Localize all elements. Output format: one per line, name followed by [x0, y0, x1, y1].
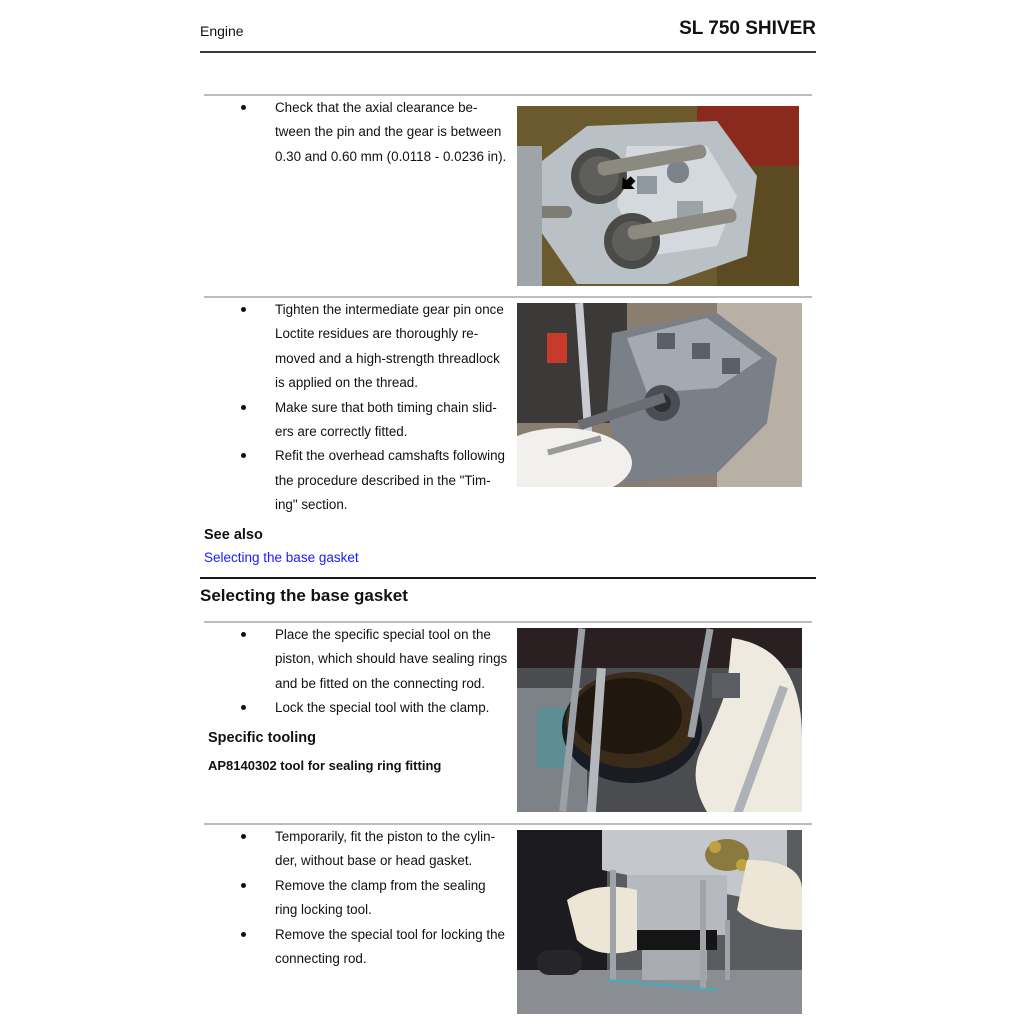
bullet-icon — [241, 453, 246, 458]
bullet-icon — [241, 405, 246, 410]
bullet-icon — [241, 705, 246, 710]
header-section-label: Engine — [200, 23, 244, 39]
list-item: Place the specific special tool on the piston, which should have sealing rings and be fitted on the connecting rod. — [240, 623, 512, 696]
list-item: Make sure that both timing chain slid- ers are correctly fitted. — [240, 396, 512, 445]
engine-photo-image — [517, 303, 802, 487]
engine-photo-image — [517, 628, 802, 812]
see-also-link[interactable]: Selecting the base gasket — [204, 550, 359, 565]
header-model-title: SL 750 SHIVER — [679, 18, 816, 39]
specific-tooling-item: AP8140302 tool for sealing ring fitting — [208, 758, 442, 773]
header-divider — [200, 51, 816, 53]
list-item: Check that the axial clearance be- tween the pin and the gear is between 0.30 and 0.60 mm (0.0118 - 0.0236 in). — [240, 96, 512, 169]
photo-camshaft-gears — [517, 106, 799, 286]
bullet-icon — [241, 307, 246, 312]
list-item: Tighten the intermediate gear pin once Loctite residues are thoroughly re- moved and a high-strength threadlock is applied on the thread. — [240, 298, 512, 396]
photo-cylinder-fitting — [517, 830, 802, 1014]
photo-sealing-ring-tool — [517, 628, 802, 812]
bullet-icon — [241, 105, 246, 110]
bullet-icon — [241, 632, 246, 637]
bullet-list — [240, 825, 512, 971]
bullet-list — [240, 96, 512, 169]
bullet-list — [240, 623, 512, 721]
bullet-icon — [241, 932, 246, 937]
section-title: Selecting the base gasket — [200, 586, 408, 605]
bullet-list — [240, 298, 512, 518]
list-item: Temporarily, fit the piston to the cylin- der, without base or head gasket. — [240, 825, 512, 874]
list-item: Refit the overhead camshafts following the procedure described in the "Tim- ing" section. — [240, 444, 512, 517]
bullet-icon — [241, 883, 246, 888]
section-divider — [200, 577, 816, 579]
list-item: Remove the clamp from the sealing ring locking tool. — [240, 874, 512, 923]
engine-photo-image — [517, 106, 799, 286]
see-also-heading: See also — [204, 527, 263, 543]
specific-tooling-heading: Specific tooling — [208, 730, 316, 746]
bullet-icon — [241, 834, 246, 839]
list-item: Lock the special tool with the clamp. — [240, 696, 512, 720]
engine-photo-image — [517, 830, 802, 1014]
page-header — [200, 16, 816, 46]
photo-gear-pin-tightening — [517, 303, 802, 487]
list-item: Remove the special tool for locking the connecting rod. — [240, 923, 512, 972]
